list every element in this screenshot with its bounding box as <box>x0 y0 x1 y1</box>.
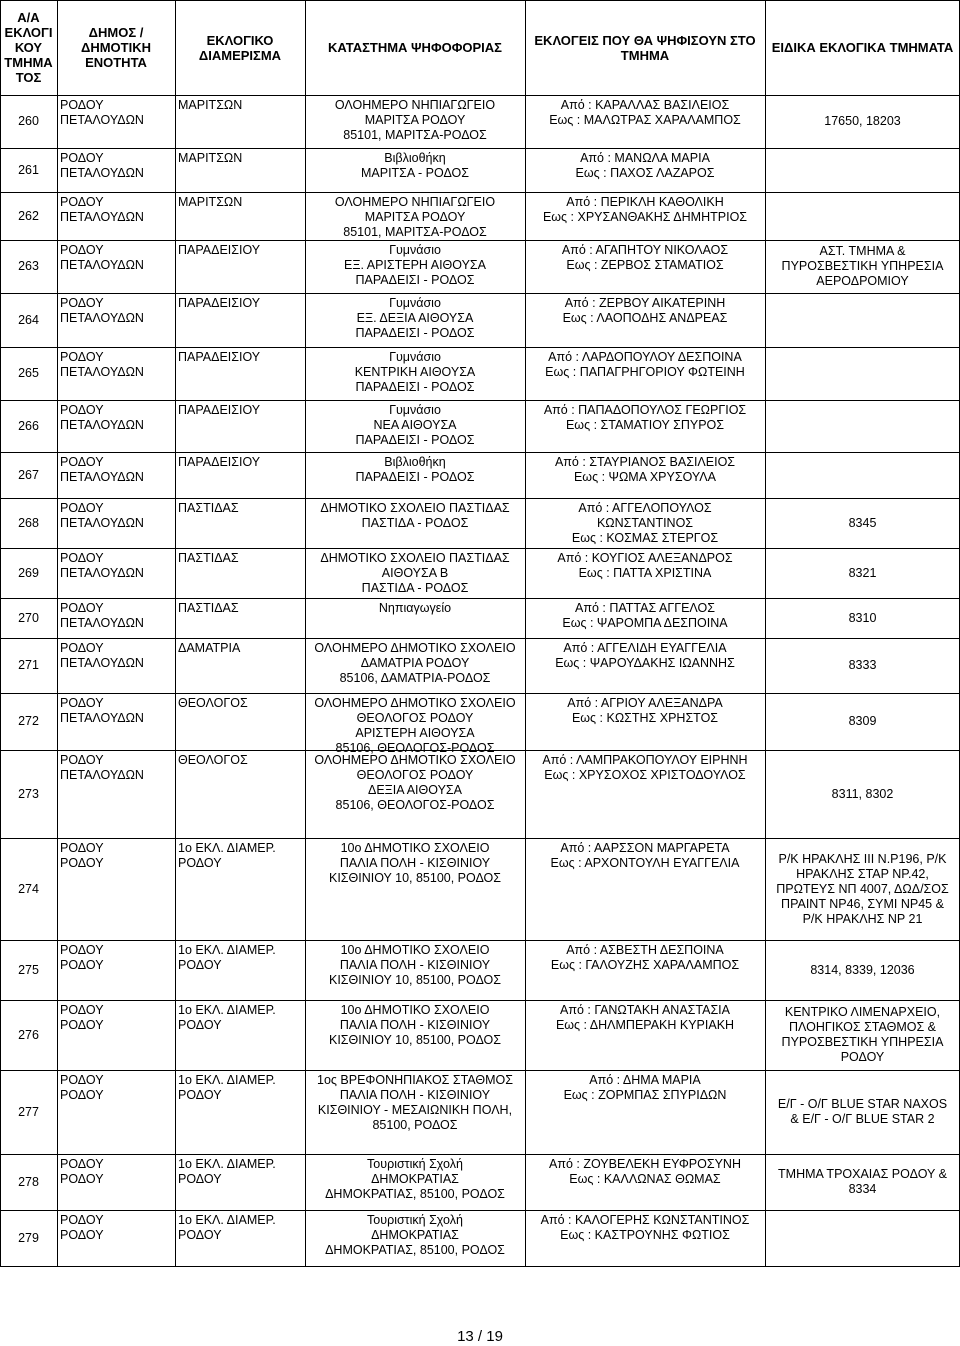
polling-station: ΟΛΟΗΜΕΡΟ ΝΗΠΙΑΓΩΓΕΙΟ ΜΑΡΙΤΣΑ ΡΟΔΟΥ 85101, ΜΑΡΙΤΣΑ-ΡΟΔΟΣ <box>334 98 496 142</box>
row-number: 269 <box>18 565 39 580</box>
district: ΠΑΡΑΔΕΙΣΙΟΥ <box>178 403 261 417</box>
special-sections <box>768 192 957 240</box>
row-number: 272 <box>18 714 39 728</box>
special-sections: 8309 <box>848 714 877 728</box>
district: ΠΑΡΑΔΕΙΣΙΟΥ <box>178 455 261 469</box>
row-number: 262 <box>18 208 39 223</box>
municipality: ΡΟΔΟΥ ΠΕΤΑΛΟΥΔΩΝ <box>60 243 144 272</box>
voters-range: Από : ΑΓΑΠΗΤΟΥ ΝΙΚΟΛΑΟΣ Εως : ΖΕΡΒΟΣ ΣΤΑΜΑΤΙΟΣ <box>561 243 729 272</box>
special-sections: ΑΣΤ. ΤΜΗΜΑ & ΠΥΡΟΣΒΕΣΤΙΚΗ ΥΠΗΡΕΣΙΑ ΑΕΡΟΔΡΟΜΙΟΥ <box>781 244 944 288</box>
district: ΠΑΣΤΙΔΑΣ <box>178 551 239 565</box>
polling-station: Νηπιαγωγείο <box>378 601 452 615</box>
voters-range: Από : ΑΣΒΕΣΤΗ ΔΕΣΠΟΙΝΑ Εως : ΓΑΛΟΥΖΗΣ ΧΑΡΑΛΑΜΠΟΣ <box>550 943 740 972</box>
municipality: ΡΟΔΟΥ ΡΟΔΟΥ <box>60 1073 104 1102</box>
polling-station: ΟΛΟΗΜΕΡΟ ΝΗΠΙΑΓΩΓΕΙΟ ΜΑΡΙΤΣΑ ΡΟΔΟΥ 85101, ΜΑΡΙΤΣΑ-ΡΟΔΟΣ <box>334 195 496 239</box>
municipality: ΡΟΔΟΥ ΠΕΤΑΛΟΥΔΩΝ <box>60 696 144 725</box>
polling-station: Γυμνάσιο ΕΞ. ΑΡΙΣΤΕΡΗ ΑΙΘΟΥΣΑ ΠΑΡΑΔΕΙΣΙ - ΡΟΔΟΣ <box>344 243 486 287</box>
voters-range: Από : ΛΑΡΔΟΠΟΥΛΟΥ ΔΕΣΠΟΙΝΑ Εως : ΠΑΠΑΓΡΗΓΟΡΙΟΥ ΦΩΤΕΙΝΗ <box>545 350 745 379</box>
voters-range: Από : ΓΑΝΩΤΑΚΗ ΑΝΑΣΤΑΣΙΑ Εως : ΔΗΛΜΠΕΡΑΚΗ ΚΥΡΙΑΚΗ <box>555 1003 735 1032</box>
municipality: ΡΟΔΟΥ ΠΕΤΑΛΟΥΔΩΝ <box>60 296 144 325</box>
municipality: ΡΟΔΟΥ ΡΟΔΟΥ <box>60 1157 104 1186</box>
municipality: ΡΟΔΟΥ ΠΕΤΑΛΟΥΔΩΝ <box>60 501 144 530</box>
special-sections <box>768 400 957 452</box>
district: ΠΑΡΑΔΕΙΣΙΟΥ <box>178 350 261 364</box>
voters-range: Από : ΖΕΡΒΟΥ ΑΙΚΑΤΕΡΙΝΗ Εως : ΛΑΟΠΟΔΗΣ ΑΝΔΡΕΑΣ <box>562 296 728 325</box>
district: ΜΑΡΙΤΣΩΝ <box>178 98 243 112</box>
special-sections: ΚΕΝΤΡΙΚΟ ΛΙΜΕΝΑΡΧΕΙΟ, ΠΛΟΗΓΙΚΟΣ ΣΤΑΘΜΟΣ & ΠΥΡΟΣΒΕΣΤΙΚΗ ΥΠΗΡΕΣΙΑ ΡΟΔΟΥ <box>781 1005 944 1064</box>
voters-range: Από : ΠΑΤΤΑΣ ΑΓΓΕΛΟΣ Εως : ΨΑΡΟΜΠΑ ΔΕΣΠΟΙΝΑ <box>562 601 728 630</box>
district: 1ο ΕΚΛ. ΔΙΑΜΕΡ. ΡΟΔΟΥ <box>178 1003 276 1032</box>
special-sections: 8321 <box>848 565 877 580</box>
polling-station: Γυμνάσιο ΕΞ. ΔΕΞΙΑ ΑΙΘΟΥΣΑ ΠΑΡΑΔΕΙΣΙ - ΡΟΔΟΣ <box>355 296 475 340</box>
special-sections: Ε/Γ - Ο/Γ BLUE STAR NAXOS & Ε/Γ - Ο/Γ BLUE STAR 2 <box>777 1097 948 1126</box>
row-number: 267 <box>18 467 39 482</box>
district: ΠΑΡΑΔΕΙΣΙΟΥ <box>178 296 261 310</box>
special-sections <box>768 1210 957 1266</box>
row-number: 261 <box>18 162 39 177</box>
special-sections: 8314, 8339, 12036 <box>810 962 915 977</box>
district: ΔΑΜΑΤΡΙΑ <box>178 641 241 655</box>
municipality: ΡΟΔΟΥ ΡΟΔΟΥ <box>60 841 104 870</box>
polling-station: ΟΛΟΗΜΕΡΟ ΔΗΜΟΤΙΚΟ ΣΧΟΛΕΙΟ ΘΕΟΛΟΓΟΣ ΡΟΔΟΥ ΔΕΞΙΑ ΑΙΘΟΥΣΑ 85106, ΘΕΟΛΟΓΟΣ-ΡΟΔΟΣ <box>314 753 516 812</box>
special-sections <box>768 293 957 347</box>
special-sections <box>768 148 957 192</box>
header-dimos: ΔΗΜΟΣ / ΔΗΜΟΤΙΚΗ ΕΝΟΤΗΤΑ <box>80 25 151 70</box>
voters-range: Από : ΑΓΓΕΛΙΔΗ ΕΥΑΓΓΕΛΙΑ Εως : ΨΑΡΟΥΔΑΚΗΣ ΙΩΑΝΝΗΣ <box>555 641 735 670</box>
municipality: ΡΟΔΟΥ ΠΕΤΑΛΟΥΔΩΝ <box>60 601 144 630</box>
row-number: 268 <box>18 515 39 530</box>
row-number: 271 <box>18 658 39 672</box>
row-number: 264 <box>18 312 39 327</box>
special-sections: ΤΜΗΜΑ ΤΡΟΧΑΙΑΣ ΡΟΔΟΥ & 8334 <box>778 1167 947 1196</box>
header-katastima: ΚΑΤΑΣΤΗΜΑ ΨΗΦΟΦΟΡΙΑΣ <box>328 40 502 55</box>
district: ΜΑΡΙΤΣΩΝ <box>178 195 243 209</box>
district: ΘΕΟΛΟΓΟΣ <box>178 696 248 710</box>
row-number: 279 <box>18 1230 39 1245</box>
voters-range: Από : ΠΑΠΑΔΟΠΟΥΛΟΣ ΓΕΩΡΓΙΟΣ Εως : ΣΤΑΜΑΤΙΟΥ ΣΠΥΡΟΣ <box>543 403 747 432</box>
voters-range: Από : ΚΑΛΟΓΕΡΗΣ ΚΩΝΣΤΑΝΤΙΝΟΣ Εως : ΚΑΣΤΡΟΥΝΗΣ ΦΩΤΙΟΣ <box>540 1213 750 1242</box>
polling-station: Βιβλιοθήκη ΠΑΡΑΔΕΙΣΙ - ΡΟΔΟΣ <box>355 455 475 484</box>
header-diamerisma: ΕΚΛΟΓΙΚΟ ΔΙΑΜΕΡΙΣΜΑ <box>198 32 282 63</box>
municipality: ΡΟΔΟΥ ΠΕΤΑΛΟΥΔΩΝ <box>60 641 144 670</box>
district: ΜΑΡΙΤΣΩΝ <box>178 151 243 165</box>
special-sections: Ρ/Κ ΗΡΑΚΛΗΣ ΙΙΙ Ν.Ρ196, Ρ/Κ ΗΡΑΚΛΗΣ ΣΤΑΡ ΝΡ.42, ΠΡΩΤΕΥΣ ΝΠ 4007, ΔΩΔ/ΣΟΣ ΠΡΑΙΝΤ ΝΡ46, ΣΥΜΙ ΝΡ45 & Ρ/Κ ΗΡΑΚΛΗΣ ΝΡ 21 <box>776 851 949 926</box>
municipality: ΡΟΔΟΥ ΠΕΤΑΛΟΥΔΩΝ <box>60 403 144 432</box>
district: 1ο ΕΚΛ. ΔΙΑΜΕΡ. ΡΟΔΟΥ <box>178 1213 276 1242</box>
row-number: 266 <box>18 418 39 433</box>
municipality: ΡΟΔΟΥ ΠΕΤΑΛΟΥΔΩΝ <box>60 455 144 484</box>
row-number: 263 <box>18 259 39 273</box>
row-number: 278 <box>18 1174 39 1189</box>
row-number: 260 <box>18 114 39 128</box>
district: 1ο ΕΚΛ. ΔΙΑΜΕΡ. ΡΟΔΟΥ <box>178 841 276 870</box>
polling-station: Γυμνάσιο ΝΕΑ ΑΙΘΟΥΣΑ ΠΑΡΑΔΕΙΣΙ - ΡΟΔΟΣ <box>355 403 475 447</box>
row-number: 265 <box>18 366 39 380</box>
municipality: ΡΟΔΟΥ ΡΟΔΟΥ <box>60 1003 104 1032</box>
polling-station: ΟΛΟΗΜΕΡΟ ΔΗΜΟΤΙΚΟ ΣΧΟΛΕΙΟ ΘΕΟΛΟΓΟΣ ΡΟΔΟΥ ΑΡΙΣΤΕΡΗ ΑΙΘΟΥΣΑ 85106, ΘΕΟΛΟΓΟΣ-ΡΟΔΟΣ <box>314 696 516 755</box>
polling-station: 10ο ΔΗΜΟΤΙΚΟ ΣΧΟΛΕΙΟ ΠΑΛΙΑ ΠΟΛΗ - ΚΙΣΘΙΝΙΟΥ ΚΙΣΘΙΝΙΟΥ 10, 85100, ΡΟΔΟΣ <box>328 1003 502 1047</box>
polling-station: Τουριστική Σχολή ΔΗΜΟΚΡΑΤΙΑΣ ΔΗΜΟΚΡΑΤΙΑΣ, 85100, ΡΟΔΟΣ <box>325 1157 505 1201</box>
polling-station: ΔΗΜΟΤΙΚΟ ΣΧΟΛΕΙΟ ΠΑΣΤΙΔΑΣ ΠΑΣΤΙΔΑ - ΡΟΔΟΣ <box>320 501 510 530</box>
district: 1ο ΕΚΛ. ΔΙΑΜΕΡ. ΡΟΔΟΥ <box>178 1073 276 1102</box>
municipality: ΡΟΔΟΥ ΠΕΤΑΛΟΥΔΩΝ <box>60 753 144 782</box>
special-sections <box>768 347 957 400</box>
district: 1ο ΕΚΛ. ΔΙΑΜΕΡ. ΡΟΔΟΥ <box>178 943 276 972</box>
row-number: 277 <box>18 1104 39 1119</box>
district: ΠΑΡΑΔΕΙΣΙΟΥ <box>178 243 261 257</box>
voters-range: Από : ΚΟΥΓΙΟΣ ΑΛΕΞΑΝΔΡΟΣ Εως : ΠΑΤΤΑ ΧΡΙΣΤΙΝΑ <box>557 551 733 580</box>
header-ekloges: ΕΚΛΟΓΕΙΣ ΠΟΥ ΘΑ ΨΗΦΙΣΟΥΝ ΣΤΟ ΤΜΗΜΑ <box>534 32 756 63</box>
voters-range: Από : ΑΑΡΣΣΟΝ ΜΑΡΓΑΡΕΤΑ Εως : ΑΡΧΟΝΤΟΥΛΗ ΕΥΑΓΓΕΛΙΑ <box>550 841 740 870</box>
polling-station: ΟΛΟΗΜΕΡΟ ΔΗΜΟΤΙΚΟ ΣΧΟΛΕΙΟ ΔΑΜΑΤΡΙΑ ΡΟΔΟΥ 85106, ΔΑΜΑΤΡΙΑ-ΡΟΔΟΣ <box>314 641 516 685</box>
row-number: 274 <box>18 881 39 896</box>
row-number: 273 <box>18 786 39 801</box>
district: 1ο ΕΚΛ. ΔΙΑΜΕΡ. ΡΟΔΟΥ <box>178 1157 276 1186</box>
municipality: ΡΟΔΟΥ ΠΕΤΑΛΟΥΔΩΝ <box>60 350 144 379</box>
header-eidika: ΕΙΔΙΚΑ ΕΚΛΟΓΙΚΑ ΤΜΗΜΑΤΑ <box>771 40 954 55</box>
page-number: 13 / 19 <box>457 1328 503 1345</box>
polling-station: Βιβλιοθήκη ΜΑΡΙΤΣΑ - ΡΟΔΟΣ <box>360 151 469 180</box>
district: ΠΑΣΤΙΔΑΣ <box>178 601 239 615</box>
district: ΘΕΟΛΟΓΟΣ <box>178 753 248 767</box>
municipality: ΡΟΔΟΥ ΠΕΤΑΛΟΥΔΩΝ <box>60 195 144 224</box>
special-sections: 8310 <box>848 610 877 625</box>
voters-range: Από : ΖΟΥΒΕΛΕΚΗ ΕΥΦΡΟΣΥΝΗ Εως : ΚΑΛΛΩΝΑΣ ΘΩΜΑΣ <box>549 1157 741 1186</box>
voters-range: Από : ΜΑΝΩΛΑ ΜΑΡΙΑ Εως : ΠΑΧΟΣ ΛΑΖΑΡΟΣ <box>575 151 715 180</box>
voters-range: Από : ΑΓΡΙΟΥ ΑΛΕΞΑΝΔΡΑ Εως : ΚΩΣΤΗΣ ΧΡΗΣΤΟΣ <box>567 696 723 725</box>
voters-range: Από : ΚΑΡΑΛΛΑΣ ΒΑΣΙΛΕΙΟΣ Εως : ΜΑΛΩΤΡΑΣ ΧΑΡΑΛΑΜΠΟΣ <box>549 98 741 127</box>
municipality: ΡΟΔΟΥ ΠΕΤΑΛΟΥΔΩΝ <box>60 551 144 580</box>
row-number: 270 <box>18 610 39 625</box>
district: ΠΑΣΤΙΔΑΣ <box>178 501 239 515</box>
polling-station: Τουριστική Σχολή ΔΗΜΟΚΡΑΤΙΑΣ ΔΗΜΟΚΡΑΤΙΑΣ, 85100, ΡΟΔΟΣ <box>325 1213 505 1257</box>
polling-station: 1ος ΒΡΕΦΟΝΗΠΙΑΚΟΣ ΣΤΑΘΜΟΣ ΠΑΛΙΑ ΠΟΛΗ - ΚΙΣΘΙΝΙΟΥ ΚΙΣΘΙΝΙΟΥ - ΜΕΣΑΙΩΝΙΚΗ ΠΟΛΗ, 85100, ΡΟΔΟΣ <box>317 1073 513 1132</box>
special-sections: 8311, 8302 <box>831 786 894 801</box>
header-aa: Α/Α ΕΚΛΟΓΙ ΚΟΥ ΤΜΗΜΑ ΤΟΣ <box>4 10 53 85</box>
municipality: ΡΟΔΟΥ ΡΟΔΟΥ <box>60 1213 104 1242</box>
special-sections: 8345 <box>848 515 877 530</box>
voters-range: Από : ΠΕΡΙΚΛΗ ΚΑΘΟΛΙΚΗ Εως : ΧΡΥΣΑΝΘΑΚΗΣ ΔΗΜΗΤΡΙΟΣ <box>542 195 748 224</box>
special-sections <box>768 452 957 498</box>
polling-station: Γυμνάσιο ΚΕΝΤΡΙΚΗ ΑΙΘΟΥΣΑ ΠΑΡΑΔΕΙΣΙ - ΡΟΔΟΣ <box>354 350 476 394</box>
polling-station: ΔΗΜΟΤΙΚΟ ΣΧΟΛΕΙΟ ΠΑΣΤΙΔΑΣ ΑΙΘΟΥΣΑ Β ΠΑΣΤΙΔΑ - ΡΟΔΟΣ <box>320 551 510 595</box>
polling-station: 10ο ΔΗΜΟΤΙΚΟ ΣΧΟΛΕΙΟ ΠΑΛΙΑ ΠΟΛΗ - ΚΙΣΘΙΝΙΟΥ ΚΙΣΘΙΝΙΟΥ 10, 85100, ΡΟΔΟΣ <box>328 841 502 885</box>
polling-station: 10ο ΔΗΜΟΤΙΚΟ ΣΧΟΛΕΙΟ ΠΑΛΙΑ ΠΟΛΗ - ΚΙΣΘΙΝΙΟΥ ΚΙΣΘΙΝΙΟΥ 10, 85100, ΡΟΔΟΣ <box>328 943 502 987</box>
voters-range: Από : ΑΓΓΕΛΟΠΟΥΛΟΣ ΚΩΝΣΤΑΝΤΙΝΟΣ Εως : ΚΟΣΜΑΣ ΣΤΕΡΓΟΣ <box>571 501 719 545</box>
municipality: ΡΟΔΟΥ ΡΟΔΟΥ <box>60 943 104 972</box>
municipality: ΡΟΔΟΥ ΠΕΤΑΛΟΥΔΩΝ <box>60 151 144 180</box>
voters-range: Από : ΛΑΜΠΡΑΚΟΠΟΥΛΟΥ ΕΙΡΗΝΗ Εως : ΧΡΥΣΟΧΟΣ ΧΡΙΣΤΟΔΟΥΛΟΣ <box>542 753 748 782</box>
special-sections: 8333 <box>848 658 877 672</box>
voters-range: Από : ΔΗΜΑ ΜΑΡΙΑ Εως : ΖΟΡΜΠΑΣ ΣΠΥΡΙΔΩΝ <box>563 1073 727 1102</box>
special-sections: 17650, 18203 <box>824 114 901 128</box>
row-number: 276 <box>18 1027 39 1042</box>
municipality: ΡΟΔΟΥ ΠΕΤΑΛΟΥΔΩΝ <box>60 98 144 127</box>
row-number: 275 <box>18 962 39 977</box>
voters-range: Από : ΣΤΑΥΡΙΑΝΟΣ ΒΑΣΙΛΕΙΟΣ Εως : ΨΩΜΑ ΧΡΥΣΟΥΛΑ <box>554 455 736 484</box>
